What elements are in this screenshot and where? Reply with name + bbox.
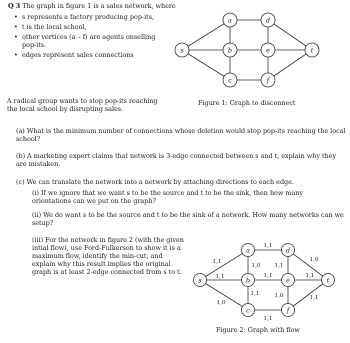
node-label: a bbox=[228, 16, 232, 25]
node-label: d bbox=[285, 247, 291, 255]
list-item: • s represents a factory producing pop-its, bbox=[14, 13, 164, 21]
question-number: Q 3 bbox=[8, 2, 21, 10]
radical-statement: A radical group wants to stop pop-its reaching the local school by disrupting sales. bbox=[7, 97, 158, 113]
part-a: (a) What is the minimum number of connections whose deletion would stop pop-its reaching the local school? bbox=[16, 127, 346, 143]
figure2-caption: Figure 2: Graph with flow bbox=[216, 326, 300, 334]
node-label: e bbox=[266, 46, 270, 55]
edge-label-d-e: 1,1 bbox=[274, 263, 284, 269]
node-label: f bbox=[286, 307, 290, 315]
node-label: b bbox=[245, 277, 251, 285]
figure2-graph bbox=[190, 236, 346, 324]
part-c: (c) We can translate the network into a network by attaching directions to each edge. bbox=[16, 178, 294, 186]
figure1-caption: Figure 1: Graph to disconnect bbox=[198, 99, 296, 107]
edge-label-b-e: 1,1 bbox=[263, 273, 273, 279]
edge-label-s-c: 1,0 bbox=[216, 300, 226, 306]
edge-label-s-b: 1,1 bbox=[215, 274, 225, 280]
edge-label-d-t: 1,0 bbox=[309, 257, 319, 263]
edge-label-f-t: 1,1 bbox=[309, 295, 319, 301]
node-label: f bbox=[266, 76, 270, 85]
list-item: • other vertices (a – f) are agents onselling pop-its. bbox=[14, 33, 164, 49]
node-label: d bbox=[265, 16, 271, 25]
part-c-i: (i) If we ignore that we want s to be the source and t to be the sink, then how many orientations can we put on the graph? bbox=[32, 189, 303, 205]
figure1-graph bbox=[172, 8, 344, 92]
part-c-iii: (iii) For the network in figure 2 (with the given intial flow), use Ford-Fulkerson to show it is a maximum flow, identify the min-cut, and explain why this result implies the original graph is at least 2-edge connected from s to t. bbox=[32, 236, 184, 276]
node-label: b bbox=[227, 46, 233, 55]
node-label: e bbox=[286, 277, 290, 285]
edge-label-b-c: 1,1 bbox=[250, 291, 260, 297]
node-label: c bbox=[246, 307, 250, 315]
edge-label-e-f: 1,0 bbox=[274, 293, 284, 299]
part-b: (b) A marketing expert claims that network is 3-edge connected between s and t, explain why they are mistaken. bbox=[16, 152, 337, 168]
node-label: s bbox=[180, 46, 184, 55]
edge-label-e-t: 1,1 bbox=[305, 273, 315, 279]
list-item: • edges represent sales connections bbox=[14, 51, 164, 59]
node-label: a bbox=[246, 247, 250, 255]
list-item: • t is the local school, bbox=[14, 23, 164, 31]
node-label: c bbox=[228, 76, 232, 85]
question-intro: The graph in figure 1 is a sales network, where bbox=[22, 2, 176, 10]
node-label: s bbox=[198, 277, 202, 285]
edge-label-s-a: 1,1 bbox=[212, 259, 222, 265]
node-label: t bbox=[326, 277, 330, 285]
part-c-ii: (ii) We do want s to be the source and t to be the sink of a network. How many networks can we setup? bbox=[32, 211, 344, 227]
edge-label-a-d: 1,1 bbox=[263, 243, 273, 249]
edge-label-a-b: 1,0 bbox=[251, 263, 261, 269]
definition-list bbox=[14, 13, 164, 61]
node-label: t bbox=[310, 46, 314, 55]
edge-label-c-f: 1,1 bbox=[263, 316, 273, 322]
